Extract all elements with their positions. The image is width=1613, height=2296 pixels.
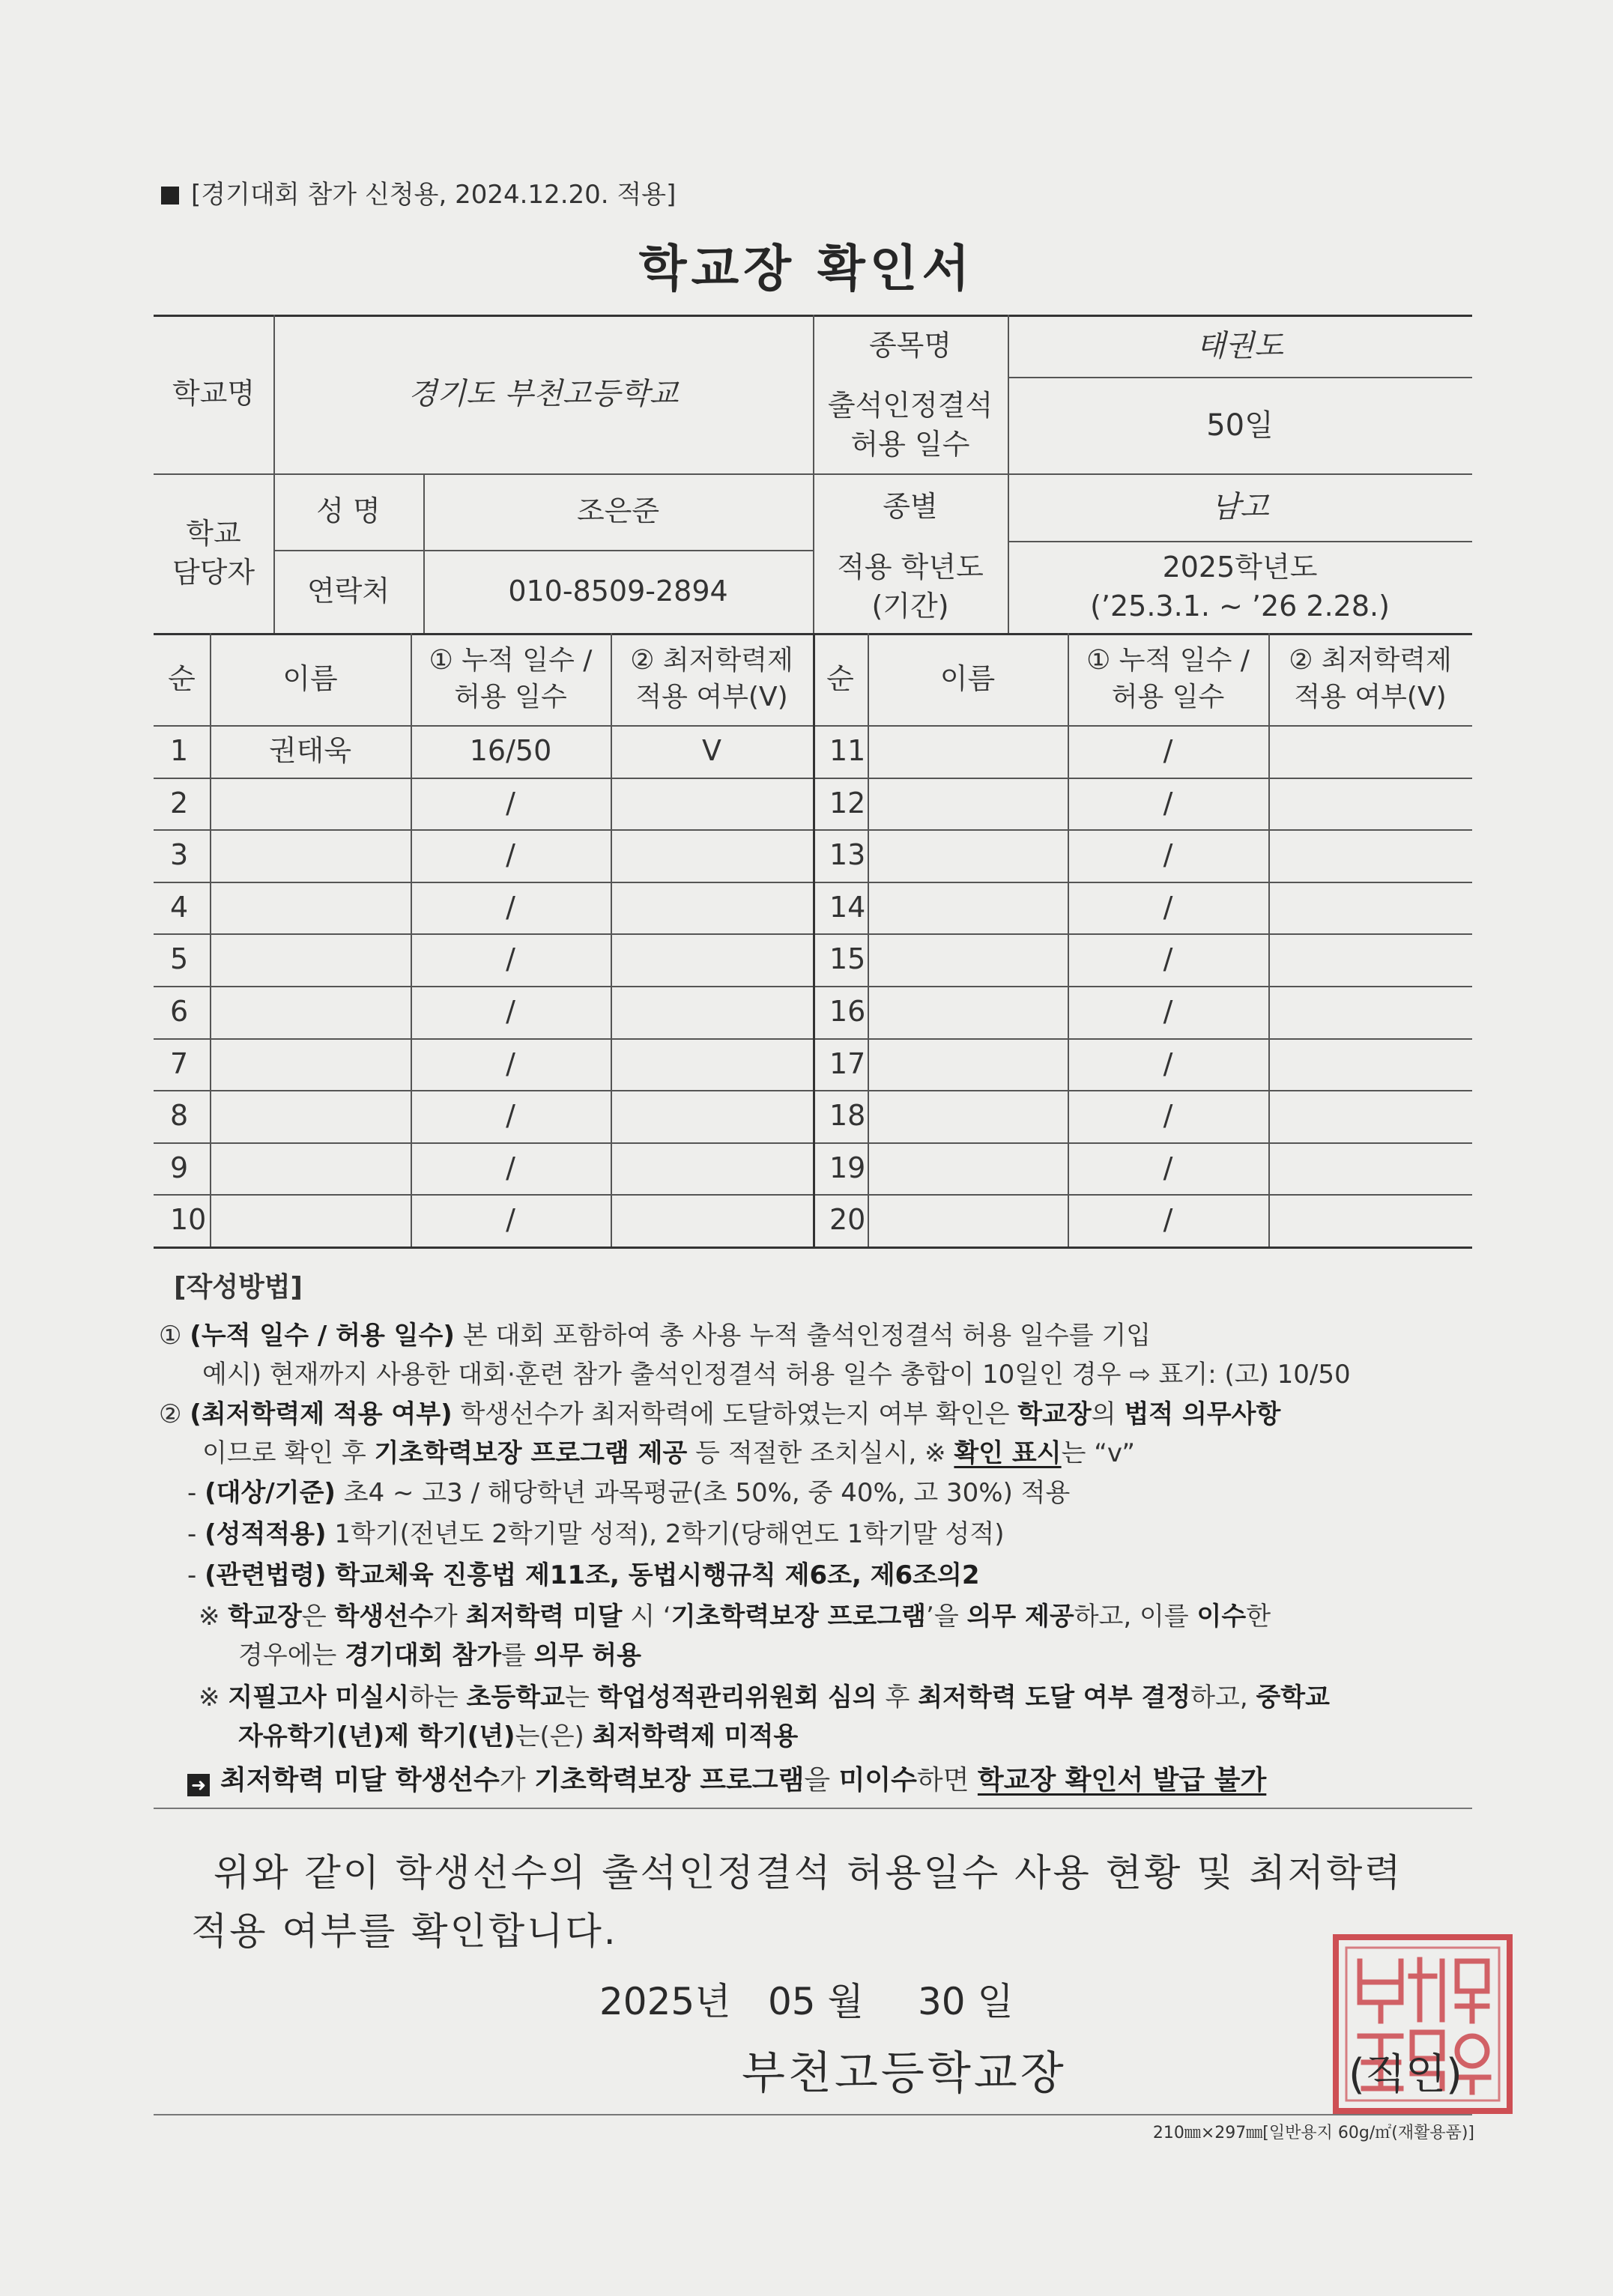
allowed-days-label: 출석인정결석 허용 일수	[827, 389, 993, 461]
row-cumulative-days: /	[1163, 995, 1173, 1029]
school-year-value: 2025학년도 (’25.3.1. ~ ’26 2.28.)	[1090, 551, 1390, 623]
row-student-name	[868, 882, 1068, 934]
note-principal-duty: ※ 학교장은 학생선수가 최저학력 미달 시 ‘기초학력보장 프로그램’을 의무 제공하고, 이를 이수한	[199, 1602, 1271, 1632]
warning-no-issuance: ➜ 최저학력 미달 학생선수가 기초학력보장 프로그램을 미이수하면 학교장 확인서 발급 불가	[187, 1759, 1266, 1797]
instruction-1-example: 예시) 현재까지 사용한 대회·훈련 참가 출석인정결석 허용 일수 총합이 10일인 경우 ⇨ 표기: (고) 10/50	[202, 1360, 1351, 1390]
date-month: 05 월	[768, 1980, 864, 2023]
school-name-value: 경기도 부천고등학교	[408, 377, 679, 411]
row-student-name	[210, 1194, 411, 1247]
row-cumulative-days: /	[506, 891, 515, 924]
row-min-academic-check	[1268, 778, 1472, 830]
row-min-academic-check	[1268, 725, 1472, 778]
row-number: 6	[170, 995, 189, 1029]
row-number: 1	[170, 734, 189, 768]
form-usage-tag: [경기대회 참가 신청용, 2024.12.20. 적용]	[161, 174, 676, 210]
row-student-name	[210, 882, 411, 934]
instructions-heading: [작성방법]	[174, 1272, 303, 1303]
date-day: 30 일	[918, 1980, 1014, 2023]
row-number: 7	[170, 1047, 189, 1081]
row-student-name	[868, 1194, 1068, 1247]
column-header-name: 이름	[939, 661, 996, 695]
row-number: 4	[170, 891, 189, 924]
row-student-name: 권태욱	[268, 734, 352, 768]
row-student-name	[868, 1142, 1068, 1195]
row-number: 15	[829, 942, 866, 976]
row-cumulative-days: /	[1163, 1151, 1173, 1185]
row-cumulative-days: /	[506, 995, 515, 1029]
row-number: 5	[170, 942, 189, 976]
instruction-2-cont: 이므로 확인 후 기초학력보장 프로그램 제공 등 적절한 조치실시, ※ 확인 표시는 “v”	[202, 1438, 1136, 1468]
row-min-academic-check	[1268, 1038, 1472, 1091]
row-min-academic-check	[611, 1194, 813, 1247]
row-student-name	[868, 725, 1068, 778]
row-cumulative-days: /	[1163, 787, 1173, 820]
row-cumulative-days: /	[1163, 838, 1173, 872]
row-student-name	[210, 778, 411, 830]
row-min-academic-check	[611, 1090, 813, 1142]
row-student-name	[210, 1038, 411, 1091]
row-student-name	[210, 933, 411, 986]
category-label: 종별	[883, 490, 938, 524]
row-number: 10	[170, 1203, 207, 1237]
column-header-min-academic: ② 최저학력제 적용 여부(V)	[1289, 644, 1452, 712]
instruction-target: - (대상/기준) 초4 ~ 고3 / 해당학년 과목평균(초 50%, 중 40%, 고 30%) 적용	[187, 1478, 1071, 1508]
row-min-academic-check	[1268, 882, 1472, 934]
row-min-academic-check	[611, 1142, 813, 1195]
row-student-name	[210, 829, 411, 882]
contact-label: 연락처	[306, 574, 390, 608]
date-year: 2025년	[599, 1980, 731, 2023]
row-cumulative-days: /	[506, 1099, 515, 1133]
instruction-related-law: - (관련법령) 학교체육 진흥법 제11조, 동법시행규칙 제6조, 제6조의2	[187, 1560, 980, 1590]
row-cumulative-days: /	[506, 1203, 515, 1237]
row-cumulative-days: /	[506, 787, 515, 820]
row-student-name	[210, 1090, 411, 1142]
row-cumulative-days: /	[506, 1047, 515, 1081]
row-cumulative-days: /	[506, 942, 515, 976]
document-title: 학교장 확인서	[638, 240, 975, 297]
row-student-name	[868, 986, 1068, 1038]
row-min-academic-check	[1268, 1142, 1472, 1195]
manager-name-value: 조은준	[576, 494, 660, 528]
note-principal-duty-cont: 경우에는 경기대회 참가를 의무 허용	[238, 1641, 641, 1670]
instruction-grade-period: - (성적적용) 1학기(전년도 2학기말 성적), 2학기(당해연도 1학기말 성적)	[187, 1519, 1005, 1549]
allowed-days-value: 50일	[1206, 408, 1274, 443]
instruction-2: ② (최저학력제 적용 여부) 학생선수가 최저학력에 도달하였는지 여부 확인은 학교장의 법적 의무사항	[159, 1399, 1281, 1429]
school-manager-label: 학교 담당자	[172, 517, 255, 589]
row-cumulative-days: /	[1163, 891, 1173, 924]
column-header-days: ① 누적 일수 / 허용 일수	[429, 644, 593, 712]
category-value: 남고	[1211, 490, 1269, 524]
column-header-days: ① 누적 일수 / 허용 일수	[1086, 644, 1250, 712]
row-cumulative-days: /	[506, 838, 515, 872]
row-min-academic-check: V	[702, 734, 721, 768]
square-bullet-icon	[161, 187, 179, 205]
note-elementary-exam-cont: 자유학기(년)제 학기(년)는(은) 최저학력제 미적용	[238, 1721, 799, 1751]
confirmation-line-1: 위와 같이 학생선수의 출석인정결석 허용일수 사용 현황 및 최저학력	[214, 1851, 1403, 1894]
row-cumulative-days: /	[1163, 734, 1173, 768]
row-number: 12	[829, 787, 866, 820]
row-cumulative-days: /	[1163, 1203, 1173, 1237]
school-name-label: 학교명	[172, 377, 255, 411]
roster-bottom-border	[154, 1247, 1472, 1249]
row-number: 16	[829, 995, 866, 1029]
row-min-academic-check	[611, 829, 813, 882]
seal-label: (직인)	[1349, 2050, 1462, 2099]
instruction-1: ① (누적 일수 / 허용 일수) 본 대회 포함하여 총 사용 누적 출석인정결석 허용 일수를 기입	[159, 1321, 1152, 1351]
row-cumulative-days: 16/50	[469, 734, 552, 768]
row-number: 13	[829, 838, 866, 872]
row-student-name	[868, 933, 1068, 986]
row-cumulative-days: /	[1163, 942, 1173, 976]
sport-label: 종목명	[868, 328, 952, 362]
row-number: 20	[829, 1203, 866, 1237]
contact-value: 010-8509-2894	[508, 574, 728, 608]
row-number: 19	[829, 1151, 866, 1185]
column-header-no: 순	[826, 661, 854, 695]
bottom-divider	[154, 2114, 1472, 2115]
column-header-min-academic: ② 최저학력제 적용 여부(V)	[630, 644, 793, 712]
row-min-academic-check	[1268, 986, 1472, 1038]
manager-name-label: 성 명	[316, 494, 381, 528]
row-number: 17	[829, 1047, 866, 1081]
row-min-academic-check	[611, 1038, 813, 1091]
row-student-name	[868, 829, 1068, 882]
row-min-academic-check	[1268, 1090, 1472, 1142]
row-number: 9	[170, 1151, 189, 1185]
arrow-right-icon: ➜	[187, 1774, 210, 1796]
row-number: 2	[170, 787, 189, 820]
row-min-academic-check	[611, 778, 813, 830]
principal-name: 부천고등학교장	[742, 2047, 1067, 2100]
row-student-name	[868, 778, 1068, 830]
row-min-academic-check	[1268, 1194, 1472, 1247]
row-min-academic-check	[611, 986, 813, 1038]
row-number: 11	[829, 734, 866, 768]
row-number: 14	[829, 891, 866, 924]
confirmation-line-2: 적용 여부를 확인합니다.	[191, 1909, 618, 1953]
row-student-name	[210, 1142, 411, 1195]
column-header-no: 순	[168, 661, 196, 695]
sport-value: 태권도	[1196, 328, 1283, 363]
column-header-name: 이름	[282, 661, 338, 695]
row-number: 8	[170, 1099, 189, 1133]
row-number: 3	[170, 838, 189, 872]
row-min-academic-check	[1268, 829, 1472, 882]
section-divider	[154, 1808, 1472, 1809]
row-student-name	[210, 986, 411, 1038]
row-cumulative-days: /	[1163, 1047, 1173, 1081]
row-min-academic-check	[611, 933, 813, 986]
row-student-name	[868, 1090, 1068, 1142]
row-cumulative-days: /	[506, 1151, 515, 1185]
row-min-academic-check	[611, 882, 813, 934]
row-cumulative-days: /	[1163, 1099, 1173, 1133]
note-elementary-exam: ※ 지필고사 미실시하는 초등학교는 학업성적관리위원회 심의 후 최저학력 도달 여부 결정하고, 중학교	[199, 1682, 1330, 1712]
row-number: 18	[829, 1099, 866, 1133]
row-student-name	[868, 1038, 1068, 1091]
paper-spec-note: 210㎜×297㎜[일반용지 60g/㎡(재활용품)]	[1152, 2124, 1474, 2142]
school-year-label: 적용 학년도 (기간)	[837, 551, 984, 623]
row-min-academic-check	[1268, 933, 1472, 986]
